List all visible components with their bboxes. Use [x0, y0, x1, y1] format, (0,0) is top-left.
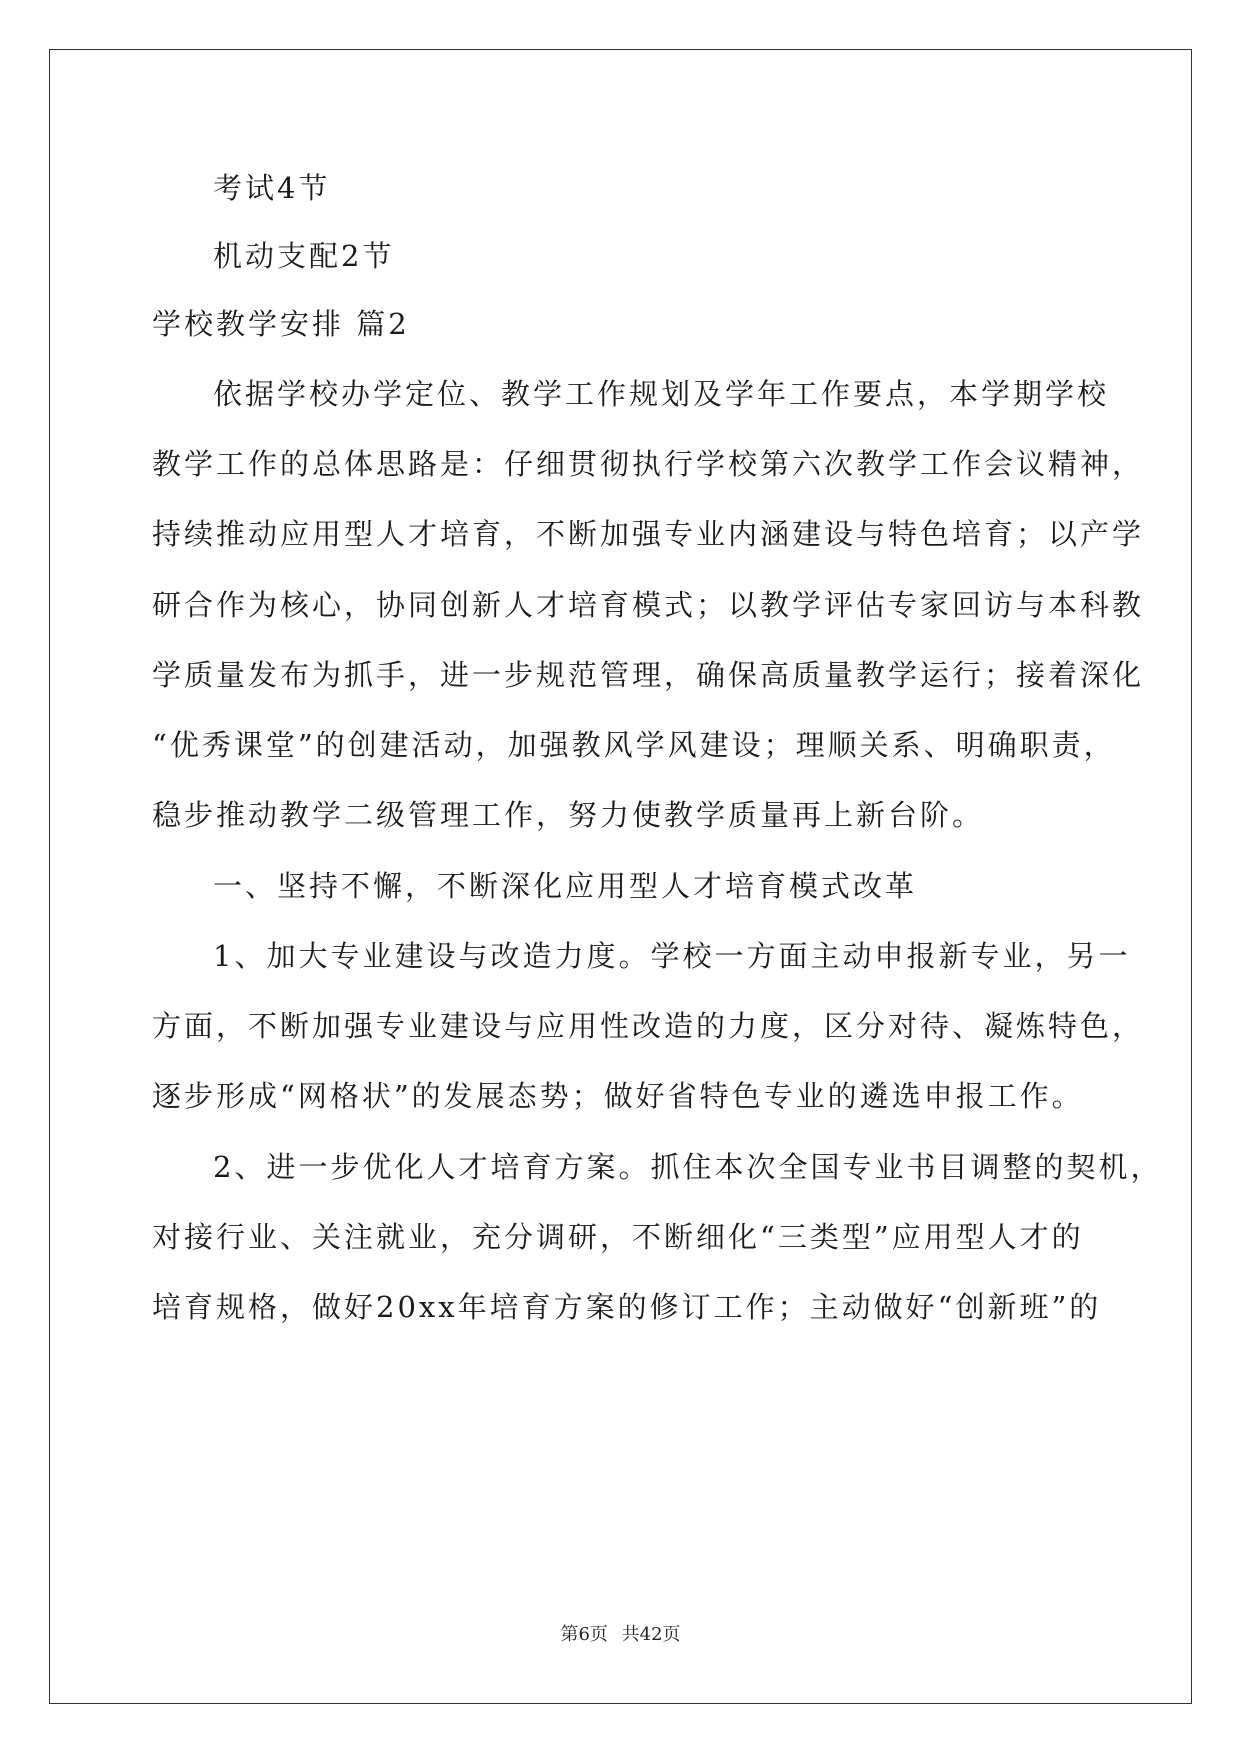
page-number: 第6页: [560, 1624, 608, 1645]
item2-line-1: 2、进一步优化人才培育方案。抓住本次全国专业书目调整的契机，: [213, 1150, 1163, 1184]
section-heading: 学校教学安排 篇2: [152, 307, 410, 341]
text-line-1: 考试4节: [213, 171, 331, 205]
item1-line-3: 逐步形成“网格状”的发展态势；做好省特色专业的遴选申报工作。: [152, 1079, 1084, 1113]
item1-line-2: 方面，不断加强专业建设与应用性改造的力度，区分对待、凝炼特色，: [152, 1009, 1145, 1043]
item2-line-3: 培育规格，做好20xx年培育方案的修订工作；主动做好“创新班”的: [152, 1290, 1102, 1324]
paragraph-line-3: 持续推动应用型人才培育，不断加强专业内涵建设与特色培育；以产学: [152, 517, 1145, 551]
paragraph-line-7: 稳步推动教学二级管理工作，努力使教学质量再上新台阶。: [152, 798, 985, 832]
paragraph-line-4: 研合作为核心，协同创新人才培育模式；以教学评估专家回访与本科教: [152, 588, 1145, 622]
subheading-1: 一、坚持不懈，不断深化应用型人才培育模式改革: [213, 869, 918, 903]
item1-line-1: 1、加大专业建设与改造力度。学校一方面主动申报新专业，另一: [213, 939, 1131, 973]
item2-line-2: 对接行业、关注就业，充分调研，不断细化“三类型”应用型人才的: [152, 1220, 1084, 1254]
page-footer: [0, 1623, 1241, 1647]
page-total: 共42页: [621, 1624, 681, 1645]
paragraph-line-6: “优秀课堂”的创建活动，加强教风学风建设；理顺关系、明确职责，: [152, 728, 1116, 762]
paragraph-line-5: 学质量发布为抓手，进一步规范管理，确保高质量教学运行；接着深化: [152, 658, 1145, 692]
paragraph-line-2: 教学工作的总体思路是：仔细贯彻执行学校第六次教学工作会议精神，: [152, 447, 1145, 481]
text-line-2: 机动支配2节: [213, 239, 395, 273]
paragraph-line-1: 依据学校办学定位、教学工作规划及学年工作要点，本学期学校: [213, 377, 1110, 411]
